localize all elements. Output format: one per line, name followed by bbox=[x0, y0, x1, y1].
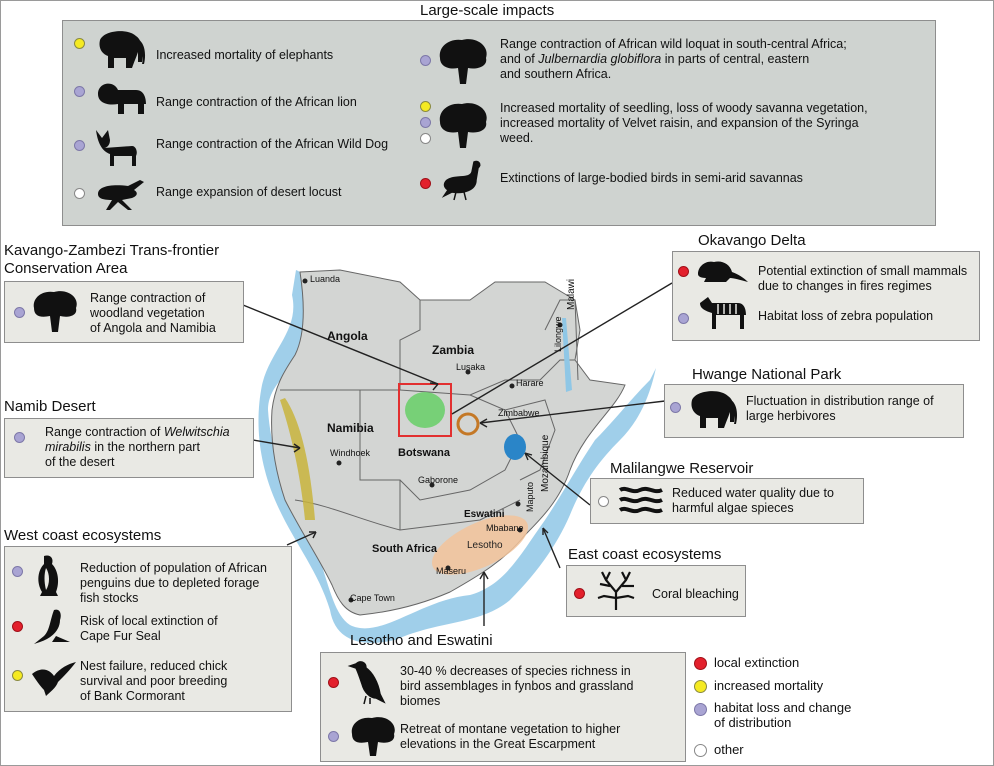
impact-dot bbox=[420, 117, 431, 128]
city-lusaka: Lusaka bbox=[456, 362, 486, 372]
large-scale-title: Large-scale impacts bbox=[420, 2, 555, 19]
namib-text-line2: mirabilis in the northern part bbox=[45, 440, 200, 454]
elephant-icon bbox=[92, 28, 148, 72]
west-text-penguin-line2: penguins due to depleted forage bbox=[80, 576, 260, 590]
ground-bird-icon bbox=[440, 158, 486, 200]
legend-dot-red bbox=[694, 657, 707, 670]
city-windhoek: Windhoek bbox=[330, 448, 371, 458]
legend-dot-white bbox=[694, 744, 707, 757]
impact-text-seedling-line3: weed. bbox=[500, 131, 534, 145]
impact-text-seedling-line2: increased mortality of Velvet raisin, and expansion of the Syringa bbox=[500, 116, 859, 130]
impact-dot bbox=[598, 496, 609, 507]
map-label-mozambique: Mozambique bbox=[540, 434, 551, 492]
west-text-cormorant-line3: of Bank Cormorant bbox=[80, 689, 185, 703]
west-text-cormorant-line2: survival and poor breeding bbox=[80, 674, 228, 688]
lesotho-text-montane-line1: Retreat of montane vegetation to higher bbox=[400, 722, 621, 736]
west-text-penguin-line1: Reduction of population of African bbox=[80, 561, 267, 575]
impact-text-loquat-line2: and of Julbernardia globiflora in parts of central, eastern bbox=[500, 52, 810, 66]
kaza-text-line2: woodland vegetation bbox=[90, 306, 205, 320]
okavango-text-mammals-line1: Potential extinction of small mammals bbox=[758, 264, 968, 278]
map-label-botswana: Botswana bbox=[398, 447, 450, 459]
city-lilongwe: Lilongwe bbox=[553, 316, 563, 352]
impact-dot bbox=[74, 38, 85, 49]
kaza-title-line2: Conservation Area bbox=[4, 260, 128, 277]
impact-dot bbox=[678, 266, 689, 277]
map-label-eswatini: Eswatini bbox=[464, 509, 505, 520]
east-coast-text: Coral bleaching bbox=[652, 587, 739, 601]
legend-label-other: other bbox=[714, 742, 744, 757]
okavango-text-zebra: Habitat loss of zebra population bbox=[758, 309, 934, 323]
impact-dot bbox=[420, 133, 431, 144]
impact-dot bbox=[420, 101, 431, 112]
west-text-seal-line1: Risk of local extinction of bbox=[80, 614, 218, 628]
seal-icon bbox=[30, 606, 74, 646]
impact-dot bbox=[670, 402, 681, 413]
city-cape-town: Cape Town bbox=[350, 593, 395, 603]
perched-bird-icon bbox=[348, 658, 388, 706]
city-mbabane: Mbabane bbox=[486, 523, 524, 533]
locust-icon bbox=[92, 174, 152, 214]
wild-dog-icon bbox=[92, 126, 142, 168]
lion-icon bbox=[92, 78, 148, 118]
rodent-icon bbox=[694, 256, 750, 286]
namib-title: Namib Desert bbox=[4, 398, 96, 415]
zebra-icon bbox=[694, 293, 750, 333]
tree-icon bbox=[348, 714, 398, 758]
impact-dot bbox=[328, 677, 339, 688]
impact-text-elephants: Increased mortality of elephants bbox=[156, 48, 334, 62]
tree-icon bbox=[436, 36, 490, 86]
map-label-angola: Angola bbox=[327, 329, 368, 343]
coral-icon bbox=[594, 568, 638, 612]
impact-dot bbox=[574, 588, 585, 599]
tree-icon bbox=[30, 288, 80, 334]
kaza-text-line1: Range contraction of bbox=[90, 291, 206, 305]
impact-text-birds: Extinctions of large-bodied birds in semi-arid savannas bbox=[500, 171, 803, 185]
impact-dot bbox=[420, 178, 431, 189]
malilangwe-title: Malilangwe Reservoir bbox=[610, 460, 754, 477]
east-coast-title: East coast ecosystems bbox=[568, 546, 722, 563]
tree-icon bbox=[436, 100, 490, 150]
kaza-title-line1: Kavango-Zambezi Trans-frontier bbox=[4, 242, 220, 259]
lesotho-text-birds-line1: 30-40 % decreases of species richness in bbox=[400, 664, 631, 678]
okavango-text-mammals-line2: due to changes in fires regimes bbox=[758, 279, 932, 293]
west-coast-title: West coast ecosystems bbox=[4, 527, 162, 544]
legend-label-local-extinction: local extinction bbox=[714, 655, 800, 670]
penguin-icon bbox=[32, 554, 62, 598]
city-luanda: Luanda bbox=[310, 274, 341, 284]
kaza-text-line3: of Angola and Namibia bbox=[90, 321, 216, 335]
namib-text-line1: Range contraction of Welwitschia bbox=[45, 425, 230, 439]
lesotho-text-birds-line3: biomes bbox=[400, 694, 441, 708]
namib-text-line3: of the desert bbox=[45, 455, 115, 469]
hwange-title: Hwange National Park bbox=[692, 366, 842, 383]
map-label-namibia: Namibia bbox=[327, 421, 374, 435]
map-label-zimbabwe: Zimbabwe bbox=[498, 408, 540, 418]
lesotho-text-montane-line2: elevations in the Great Escarpment bbox=[400, 737, 596, 751]
legend-label-habitat-loss-line2: of distribution bbox=[714, 715, 792, 730]
impact-text-lion: Range contraction of the African lion bbox=[156, 95, 357, 109]
map-label-zambia: Zambia bbox=[432, 343, 475, 357]
impact-dot bbox=[328, 731, 339, 742]
impact-text-locust: Range expansion of desert locust bbox=[156, 185, 342, 199]
city-maputo: Maputo bbox=[525, 481, 535, 512]
malilangwe-area bbox=[504, 434, 526, 460]
lesotho-text-birds-line2: bird assemblages in fynbos and grassland bbox=[400, 679, 634, 693]
kaza-area bbox=[405, 392, 445, 428]
city-gaborone: Gaborone bbox=[418, 475, 459, 485]
water-waves-icon bbox=[618, 484, 664, 516]
impact-dot bbox=[12, 621, 23, 632]
map-label-malawi: Malawi bbox=[566, 278, 577, 310]
impact-dot bbox=[12, 670, 23, 681]
legend-dot-purple bbox=[694, 703, 707, 716]
impact-dot bbox=[14, 307, 25, 318]
impact-dot bbox=[12, 566, 23, 577]
impact-dot bbox=[74, 86, 85, 97]
okavango-title: Okavango Delta bbox=[698, 232, 806, 249]
hwange-text-line2: large herbivores bbox=[746, 409, 836, 423]
lesotho-title: Lesotho and Eswatini bbox=[350, 632, 493, 649]
legend-dot-yellow bbox=[694, 680, 707, 693]
city-maseru: Maseru bbox=[436, 566, 467, 576]
west-text-penguin-line3: fish stocks bbox=[80, 591, 139, 605]
impact-text-seedling-line1: Increased mortality of seedling, loss of woody savanna vegetation, bbox=[500, 101, 868, 115]
impact-text-wild-dog: Range contraction of the African Wild Dog bbox=[156, 137, 389, 151]
impact-dot bbox=[74, 188, 85, 199]
legend-label-increased-mortality: increased mortality bbox=[714, 678, 824, 693]
hwange-text-line1: Fluctuation in distribution range of bbox=[746, 394, 934, 408]
malilangwe-text-line2: harmful algae spieces bbox=[672, 501, 794, 515]
impact-dot bbox=[74, 140, 85, 151]
map-label-lesotho: Lesotho bbox=[467, 540, 503, 551]
impact-dot bbox=[420, 55, 431, 66]
impact-dot bbox=[14, 432, 25, 443]
cormorant-icon bbox=[28, 656, 78, 698]
map-label-south-africa: South Africa bbox=[372, 543, 437, 555]
impact-text-loquat-line1: Range contraction of African wild loquat in south-central Africa; bbox=[500, 37, 847, 51]
city-harare: Harare bbox=[516, 378, 544, 388]
impact-text-loquat-line3: and southern Africa. bbox=[500, 67, 612, 81]
malilangwe-text-line1: Reduced water quality due to bbox=[672, 486, 834, 500]
west-text-seal-line2: Cape Fur Seal bbox=[80, 629, 161, 643]
west-text-cormorant-line1: Nest failure, reduced chick bbox=[80, 659, 228, 673]
impact-dot bbox=[678, 313, 689, 324]
legend-label-habitat-loss: habitat loss and change bbox=[714, 700, 852, 715]
elephant-icon bbox=[684, 388, 740, 432]
